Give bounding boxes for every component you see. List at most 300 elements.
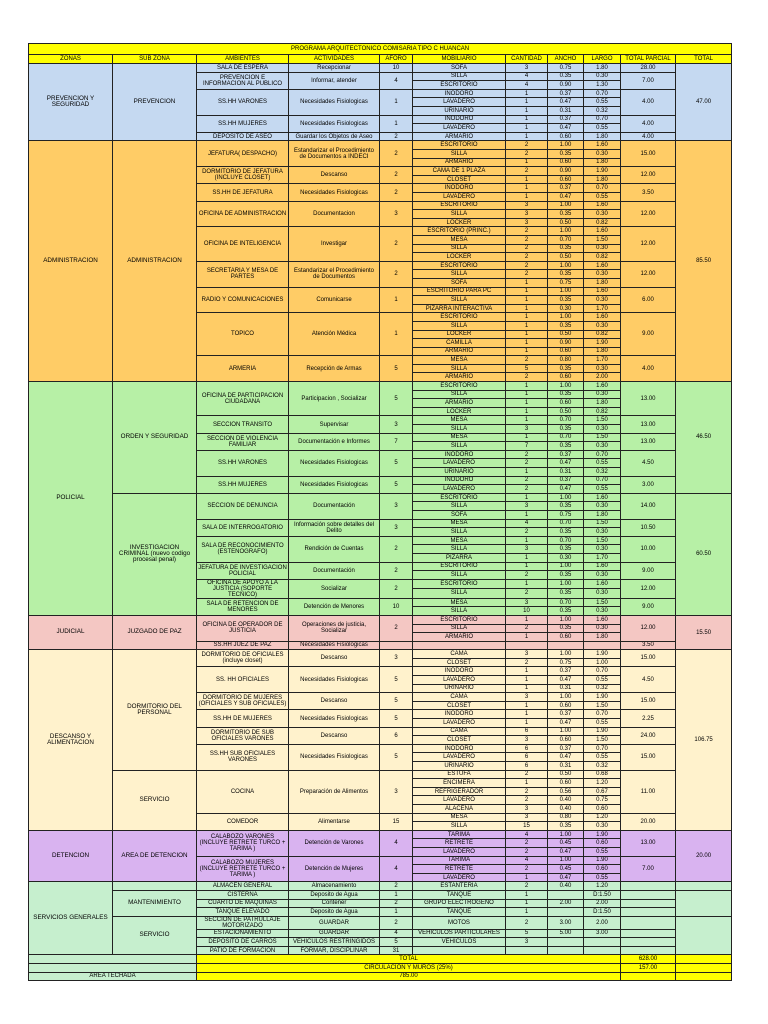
- ancho-cell: 0.47: [548, 873, 584, 882]
- mobiliario-cell: ESCRITORIO (PRINC.): [413, 227, 506, 236]
- total-parcial-cell: [621, 916, 676, 929]
- mobiliario-cell: PIZARRA INTERACTIVA: [413, 304, 506, 313]
- cantidad-cell: 1: [506, 562, 548, 571]
- aforo-cell: 2: [380, 141, 413, 167]
- mobiliario-cell: SILLA: [413, 502, 506, 511]
- ambiente-cell: OFICINA DE APOYO A LA JUSTICIA (SOPORTE TECNICO): [197, 579, 289, 598]
- ambiente-cell: SECRETARIA Y MESA DE PARTES: [197, 261, 289, 287]
- largo-cell: 0.55: [584, 847, 621, 856]
- total-cell: 20.00: [676, 830, 732, 882]
- largo-cell: 1.20: [584, 882, 621, 891]
- ambiente-cell: SS.HH DE JEFATURA: [197, 184, 289, 201]
- area-value: 785.00: [197, 972, 621, 981]
- mobiliario-cell: ARMARIO: [413, 347, 506, 356]
- mobiliario-cell: LAVADERO: [413, 873, 506, 882]
- mobiliario-cell: SILLA: [413, 244, 506, 253]
- mobiliario-cell: ESCRITORIO: [413, 493, 506, 502]
- largo-cell: 0.60: [584, 865, 621, 874]
- ancho-cell: 0.75: [548, 510, 584, 519]
- total-parcial-cell: 13.00: [621, 382, 676, 416]
- actividad-cell: Descanso: [289, 167, 380, 184]
- zone-cell: DETENCION: [29, 830, 113, 882]
- blank-cell: [29, 955, 197, 964]
- total-cell: 60.50: [676, 493, 732, 615]
- header-aforo: AFORO: [380, 54, 413, 64]
- largo-cell: 0.32: [584, 684, 621, 693]
- aforo-cell: 2: [380, 579, 413, 598]
- largo-cell: 1.50: [584, 519, 621, 528]
- blank-cell: [676, 972, 732, 981]
- largo-cell: 1.30: [584, 81, 621, 90]
- ancho-cell: 2.00: [548, 899, 584, 908]
- cantidad-cell: 3: [506, 693, 548, 702]
- mobiliario-cell: SILLA: [413, 72, 506, 81]
- cantidad-cell: 3: [506, 502, 548, 511]
- cantidad-cell: 3: [506, 804, 548, 813]
- ancho-cell: 0.50: [548, 253, 584, 262]
- aforo-cell: 3: [380, 650, 413, 667]
- ambiente-cell: PATIO DE FORMACION: [197, 946, 289, 955]
- largo-cell: 0.30: [584, 502, 621, 511]
- actividad-cell: Documentación: [289, 562, 380, 579]
- largo-cell: 0.30: [584, 390, 621, 399]
- total-parcial-cell: 10.50: [621, 519, 676, 536]
- cantidad-cell: 4: [506, 81, 548, 90]
- largo-cell: 0.55: [584, 124, 621, 133]
- largo-cell: 1.50: [584, 536, 621, 545]
- aforo-cell: 2: [380, 261, 413, 287]
- mobiliario-cell: CAMILLA: [413, 339, 506, 348]
- mobiliario-cell: TARIMA: [413, 830, 506, 839]
- largo-cell: 1.90: [584, 167, 621, 176]
- ancho-cell: 1.00: [548, 261, 584, 270]
- largo-cell: 0.30: [584, 589, 621, 599]
- subzone-cell: ADMINISTRACION: [113, 141, 197, 382]
- actividad-cell: Deposito de Agua: [289, 908, 380, 917]
- cantidad-cell: 1: [506, 873, 548, 882]
- ancho-cell: 0.47: [548, 98, 584, 107]
- largo-cell: [584, 938, 621, 947]
- ambiente-cell: JEFATURA( DESPACHO): [197, 141, 289, 167]
- ancho-cell: 0.60: [548, 399, 584, 408]
- ambiente-cell: SALA DE RECONOCIMIENTO (ESTENOGRAFO): [197, 536, 289, 562]
- mobiliario-cell: MESA: [413, 598, 506, 607]
- actividad-cell: Comunicarse: [289, 287, 380, 313]
- total-parcial-cell: 3.00: [621, 476, 676, 493]
- ancho-cell: 0.90: [548, 339, 584, 348]
- ancho-cell: 0.60: [548, 736, 584, 745]
- mobiliario-cell: URINARIO: [413, 684, 506, 693]
- largo-cell: 0.32: [584, 468, 621, 477]
- ancho-cell: 0.37: [548, 667, 584, 676]
- cantidad-cell: 3: [506, 545, 548, 554]
- ancho-cell: 0.35: [548, 589, 584, 599]
- header-mobiliario: MOBILIARIO: [413, 54, 506, 64]
- aforo-cell: 5: [380, 356, 413, 382]
- mobiliario-cell: CLOSET: [413, 701, 506, 710]
- largo-cell: D:1.50: [584, 908, 621, 917]
- total-label: TOTAL: [197, 955, 621, 964]
- ancho-cell: 1.00: [548, 493, 584, 502]
- ambiente-cell: CALABOZO MUJERES (INCLUYE RETRETE TURCO + TARIMA ): [197, 856, 289, 882]
- total-cell: 46.50: [676, 382, 732, 494]
- ambiente-cell: COCINA: [197, 770, 289, 813]
- ancho-cell: [548, 946, 584, 955]
- ancho-cell: 0.80: [548, 356, 584, 365]
- actividad-cell: Operaciones de justicia, Socializar: [289, 615, 380, 641]
- cantidad-cell: 1: [506, 667, 548, 676]
- total-parcial-cell: 10.00: [621, 536, 676, 562]
- cantidad-cell: 2: [506, 244, 548, 253]
- largo-cell: 1.50: [584, 701, 621, 710]
- actividad-cell: Descanso: [289, 650, 380, 667]
- ancho-cell: [548, 890, 584, 899]
- ancho-cell: 1.00: [548, 287, 584, 296]
- cantidad-cell: 1: [506, 287, 548, 296]
- mobiliario-cell: MESA: [413, 356, 506, 365]
- ambiente-cell: SECCION DE PATRULLAJE MOTORIZADO: [197, 916, 289, 929]
- aforo-cell: 1: [380, 313, 413, 356]
- ancho-cell: [548, 641, 584, 650]
- ancho-cell: 0.60: [548, 347, 584, 356]
- largo-cell: 1.80: [584, 132, 621, 141]
- actividad-cell: Necesidades Fisiologicas: [289, 450, 380, 476]
- largo-cell: 0.30: [584, 296, 621, 305]
- ambiente-cell: SS.HH MUJERES: [197, 476, 289, 493]
- ambiente-cell: SALA DE INTERROGATORIO: [197, 519, 289, 536]
- actividad-cell: Documentación: [289, 493, 380, 519]
- ancho-cell: 1.00: [548, 141, 584, 150]
- ancho-cell: 0.75: [548, 278, 584, 287]
- mobiliario-cell: CAMA: [413, 693, 506, 702]
- ambiente-cell: OFICINA DE PARTICIPACION CIUDADANA: [197, 382, 289, 416]
- ancho-cell: 0.37: [548, 115, 584, 124]
- ancho-cell: 1.00: [548, 579, 584, 589]
- mobiliario-cell: LAVADERO: [413, 98, 506, 107]
- actividad-cell: GUARDAR: [289, 916, 380, 929]
- mobiliario-cell: CAMA: [413, 650, 506, 659]
- ancho-cell: 0.90: [548, 167, 584, 176]
- mobiliario-cell: TARIMA: [413, 856, 506, 865]
- mobiliario-cell: ESCRITORIO PARA PC: [413, 287, 506, 296]
- ancho-cell: 0.60: [548, 373, 584, 382]
- aforo-cell: 4: [380, 856, 413, 882]
- largo-cell: 1.50: [584, 433, 621, 442]
- mobiliario-cell: CLOSET: [413, 736, 506, 745]
- actividad-cell: Necesidades Fisiologicas: [289, 710, 380, 727]
- zone-cell: SERVICIOS GENERALES: [29, 882, 113, 955]
- total-cell: 85.50: [676, 141, 732, 382]
- cantidad-cell: 5: [506, 929, 548, 938]
- mobiliario-cell: ENCIMERA: [413, 779, 506, 788]
- aforo-cell: 31: [380, 946, 413, 955]
- actividad-cell: Necesidades Fisiologicas: [289, 641, 380, 650]
- mobiliario-cell: LAVADERO: [413, 753, 506, 762]
- ancho-cell: 5.00: [548, 929, 584, 938]
- cantidad-cell: 2: [506, 839, 548, 848]
- table-row: [29, 770, 732, 779]
- actividad-cell: Necesidades Fisiologicas: [289, 667, 380, 693]
- total-parcial-cell: 15.00: [621, 650, 676, 667]
- aforo-cell: 5: [380, 938, 413, 947]
- mobiliario-cell: INODORO: [413, 710, 506, 719]
- ambiente-cell: PREVENCION E INFORMACION AL PUBLICO: [197, 72, 289, 89]
- cantidad-cell: 1: [506, 115, 548, 124]
- largo-cell: 1.70: [584, 553, 621, 562]
- actividad-cell: Supervisar: [289, 416, 380, 433]
- mobiliario-cell: URINARIO: [413, 762, 506, 771]
- actividad-cell: Documentacion: [289, 201, 380, 227]
- largo-cell: 1.50: [584, 736, 621, 745]
- actividad-cell: Socializar: [289, 579, 380, 598]
- ancho-cell: 0.35: [548, 270, 584, 279]
- subzone-cell: SERVICIO: [113, 770, 197, 830]
- zone-cell: PREVENCION Y SEGURIDAD: [29, 64, 113, 141]
- zone-cell: DESCANSO Y ALIMENTACION: [29, 650, 113, 830]
- mobiliario-cell: MESA: [413, 416, 506, 425]
- cantidad-cell: 1: [506, 175, 548, 184]
- cantidad-cell: 3: [506, 210, 548, 219]
- largo-cell: 0.75: [584, 796, 621, 805]
- cantidad-cell: 3: [506, 650, 548, 659]
- ancho-cell: 0.47: [548, 193, 584, 202]
- ancho-cell: 1.00: [548, 830, 584, 839]
- mobiliario-cell: SILLA: [413, 390, 506, 399]
- largo-cell: 0.60: [584, 839, 621, 848]
- header-total: TOTAL: [676, 54, 732, 64]
- mobiliario-cell: SILLA: [413, 150, 506, 159]
- aforo-cell: 5: [380, 744, 413, 770]
- aforo-cell: 1: [380, 890, 413, 899]
- cantidad-cell: 2: [506, 459, 548, 468]
- mobiliario-cell: LAVADERO: [413, 847, 506, 856]
- largo-cell: 0.30: [584, 72, 621, 81]
- total-parcial-cell: 12.00: [621, 261, 676, 287]
- ancho-cell: 1.00: [548, 727, 584, 736]
- ancho-cell: 1.00: [548, 650, 584, 659]
- ancho-cell: 0.35: [548, 210, 584, 219]
- ambiente-cell: OFICINA DE INTELIGENCIA: [197, 227, 289, 261]
- largo-cell: 0.30: [584, 624, 621, 633]
- largo-cell: 0.82: [584, 407, 621, 416]
- ambiente-cell: OFICINA DE ADMINISTRACION: [197, 201, 289, 227]
- largo-cell: 1.60: [584, 227, 621, 236]
- total-parcial-cell: 15.00: [621, 141, 676, 167]
- actividad-cell: Estandarizar el Procedimiento de Documentos a INDECI: [289, 141, 380, 167]
- ambiente-cell: DEPOSITO DE ASEO: [197, 132, 289, 141]
- cantidad-cell: 1: [506, 321, 548, 330]
- cantidad-cell: 2: [506, 882, 548, 891]
- cantidad-cell: 2: [506, 235, 548, 244]
- cantidad-cell: 1: [506, 313, 548, 322]
- actividad-cell: Atención Médica: [289, 313, 380, 356]
- largo-cell: 0.30: [584, 528, 621, 537]
- mobiliario-cell: SOFA: [413, 64, 506, 73]
- largo-cell: 0.82: [584, 253, 621, 262]
- largo-cell: 1.50: [584, 416, 621, 425]
- cantidad-cell: 2: [506, 261, 548, 270]
- cantidad-cell: 3: [506, 425, 548, 434]
- ambiente-cell: CALABOZO VARONES (INCLUYE RETRETE TURCO + TARIMA ): [197, 830, 289, 856]
- mobiliario-cell: SILLA: [413, 571, 506, 580]
- ancho-cell: 0.50: [548, 330, 584, 339]
- cantidad-cell: 1: [506, 684, 548, 693]
- actividad-cell: Recepcionar: [289, 64, 380, 73]
- ancho-cell: 0.47: [548, 847, 584, 856]
- blank-cell: [676, 964, 732, 973]
- ambiente-cell: SECCION DE VIOLENCIA FAMILIAR: [197, 433, 289, 450]
- cantidad-cell: 1: [506, 468, 548, 477]
- aforo-cell: 5: [380, 450, 413, 476]
- ancho-cell: 0.47: [548, 719, 584, 728]
- ancho-cell: 0.35: [548, 296, 584, 305]
- total-row: [29, 955, 732, 964]
- aforo-cell: 10: [380, 598, 413, 615]
- cantidad-cell: 1: [506, 493, 548, 502]
- actividad-cell: Almacenamiento: [289, 882, 380, 891]
- ancho-cell: 1.00: [548, 313, 584, 322]
- cantidad-cell: 5: [506, 364, 548, 373]
- mobiliario-cell: ESCRITORIO: [413, 382, 506, 391]
- subzone-cell: SERVICIO: [113, 916, 197, 955]
- aforo-cell: 1: [380, 89, 413, 115]
- total-parcial-cell: 12.00: [621, 579, 676, 598]
- cantidad-cell: 2: [506, 658, 548, 667]
- header-actividades: ACTIVIDADES: [289, 54, 380, 64]
- table-row: [29, 890, 732, 899]
- aforo-cell: 5: [380, 693, 413, 710]
- mobiliario-cell: GRUPO ELECTROGENO: [413, 899, 506, 908]
- largo-cell: 0.55: [584, 753, 621, 762]
- total-parcial-cell: 12.00: [621, 201, 676, 227]
- total-parcial-cell: 9.00: [621, 598, 676, 615]
- cantidad-cell: 6: [506, 727, 548, 736]
- ancho-cell: 0.35: [548, 442, 584, 451]
- aforo-cell: 7: [380, 433, 413, 450]
- actividad-cell: Necesidades Fisiologicas: [289, 476, 380, 493]
- table-row: [29, 650, 732, 659]
- largo-cell: 1.80: [584, 347, 621, 356]
- ambiente-cell: SALA DE RETENCION DE MENORES: [197, 598, 289, 615]
- mobiliario-cell: LAVADERO: [413, 676, 506, 685]
- cantidad-cell: 1: [506, 908, 548, 917]
- ancho-cell: 1.00: [548, 856, 584, 865]
- ancho-cell: 0.35: [548, 150, 584, 159]
- ambiente-cell: SS.HH VARONES: [197, 450, 289, 476]
- ancho-cell: 0.50: [548, 770, 584, 779]
- actividad-cell: Guardar los Objetos de Aseo: [289, 132, 380, 141]
- total-parcial-cell: 13.00: [621, 830, 676, 856]
- cantidad-cell: 2: [506, 796, 548, 805]
- cantidad-cell: [506, 946, 548, 955]
- mobiliario-cell: LAVADERO: [413, 193, 506, 202]
- cantidad-cell: [506, 641, 548, 650]
- largo-cell: 1.80: [584, 64, 621, 73]
- mobiliario-cell: SILLA: [413, 545, 506, 554]
- ancho-cell: 0.35: [548, 72, 584, 81]
- ambiente-cell: TANQUE ELEVADO: [197, 908, 289, 917]
- cantidad-cell: 3: [506, 218, 548, 227]
- largo-cell: 1.60: [584, 287, 621, 296]
- total-parcial-cell: 4.00: [621, 132, 676, 141]
- total-parcial-cell: [621, 908, 676, 917]
- mobiliario-cell: ESCRITORIO: [413, 141, 506, 150]
- mobiliario-cell: INODORO: [413, 450, 506, 459]
- actividad-cell: Investigar: [289, 227, 380, 261]
- total-parcial-cell: 14.00: [621, 493, 676, 519]
- cantidad-cell: 2: [506, 916, 548, 929]
- cantidad-cell: 1: [506, 330, 548, 339]
- mobiliario-cell: INODORO: [413, 667, 506, 676]
- ambiente-cell: CISTERNA: [197, 890, 289, 899]
- header-zonas: ZONAS: [29, 54, 113, 64]
- mobiliario-cell: ESCRITORIO: [413, 201, 506, 210]
- cantidad-cell: 2: [506, 571, 548, 580]
- ancho-cell: 0.60: [548, 158, 584, 167]
- mobiliario-cell: SILLA: [413, 296, 506, 305]
- largo-cell: 2.00: [584, 916, 621, 929]
- largo-cell: 0.70: [584, 89, 621, 98]
- ancho-cell: 0.35: [548, 624, 584, 633]
- ambiente-cell: DORMITORIO DE SUB OFICIALES VARONES: [197, 727, 289, 744]
- largo-cell: 0.70: [584, 476, 621, 485]
- cantidad-cell: 2: [506, 253, 548, 262]
- subzone-cell: MANTENIMIENTO: [113, 890, 197, 916]
- ancho-cell: 0.35: [548, 571, 584, 580]
- mobiliario-cell: SILLA: [413, 210, 506, 219]
- actividad-cell: Contener: [289, 899, 380, 908]
- circulation-label: CIRCULACION Y MUROS (25%): [197, 964, 621, 973]
- total-parcial-cell: 9.00: [621, 562, 676, 579]
- mobiliario-cell: INODORO: [413, 115, 506, 124]
- largo-cell: 0.70: [584, 667, 621, 676]
- mobiliario-cell: SOFA: [413, 510, 506, 519]
- aforo-cell: 2: [380, 536, 413, 562]
- largo-cell: 0.30: [584, 244, 621, 253]
- mobiliario-cell: MESA: [413, 519, 506, 528]
- mobiliario-cell: LAVADERO: [413, 459, 506, 468]
- mobiliario-cell: SOFA: [413, 278, 506, 287]
- mobiliario-cell: MESA: [413, 433, 506, 442]
- mobiliario-cell: VEHICULOS: [413, 938, 506, 947]
- aforo-cell: 15: [380, 813, 413, 830]
- largo-cell: 0.30: [584, 545, 621, 554]
- total-parcial-cell: 3.50: [621, 184, 676, 201]
- ancho-cell: 0.35: [548, 244, 584, 253]
- ancho-cell: 0.35: [548, 364, 584, 373]
- aforo-cell: 4: [380, 72, 413, 89]
- cantidad-cell: 1: [506, 347, 548, 356]
- ambiente-cell: TOPICO: [197, 313, 289, 356]
- actividad-cell: Descanso: [289, 693, 380, 710]
- total-parcial-cell: 6.00: [621, 287, 676, 313]
- cantidad-cell: 1: [506, 98, 548, 107]
- cantidad-cell: 1: [506, 779, 548, 788]
- header-sub-zona: SUB ZONA: [113, 54, 197, 64]
- largo-cell: 0.82: [584, 330, 621, 339]
- header-largo: LARGO: [584, 54, 621, 64]
- ambiente-cell: OFICINA DE OPERADOR DE JUSTICIA: [197, 615, 289, 641]
- mobiliario-cell: CLOSET: [413, 658, 506, 667]
- largo-cell: 1.60: [584, 579, 621, 589]
- ancho-cell: 0.47: [548, 676, 584, 685]
- circulation-value: 157.00: [621, 964, 676, 973]
- ancho-cell: 1.00: [548, 615, 584, 624]
- ambiente-cell: SALA DE ESPERA: [197, 64, 289, 73]
- ancho-cell: 0.40: [548, 804, 584, 813]
- cantidad-cell: 2: [506, 150, 548, 159]
- table-row: [29, 882, 732, 891]
